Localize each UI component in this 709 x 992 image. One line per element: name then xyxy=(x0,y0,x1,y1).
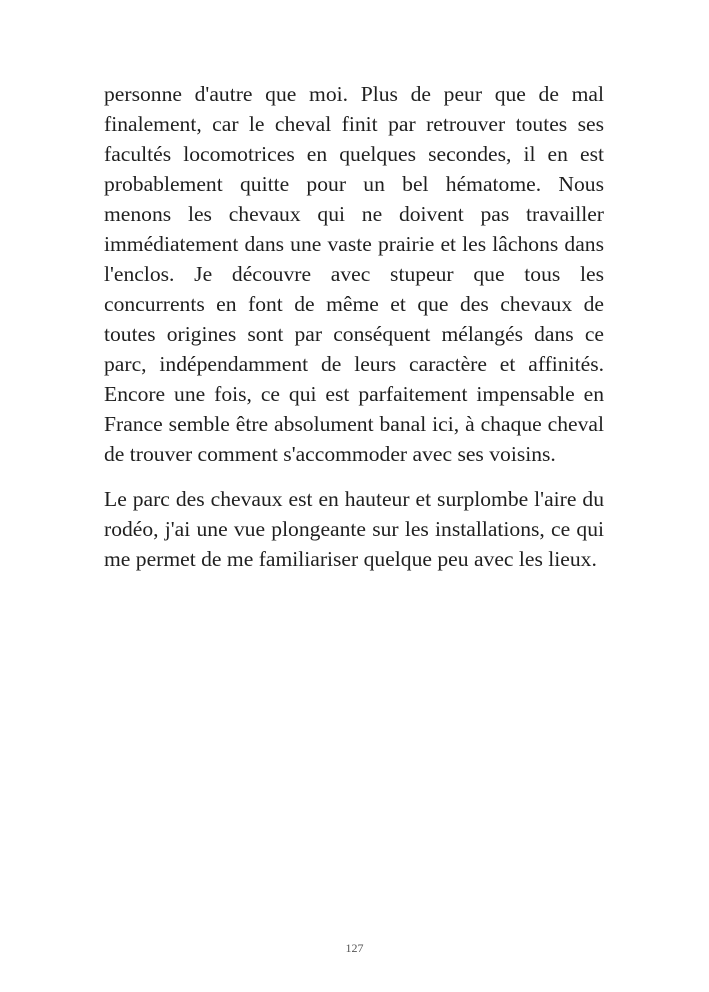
page-number: 127 xyxy=(345,941,364,955)
body-text xyxy=(104,79,604,574)
paragraph-1: personne d'autre que moi. Plus de peur que de mal finalement, car le cheval finit par retrouver toutes ses facultés locomotrices en quelques secondes, il en est probablement quitte pour un bel hématome. Nous menons les chevaux qui ne doivent pas travailler immédiatement dans une vaste prairie et les lâchons dans l'enclos. Je découvre avec stupeur que tous les concurrents en font de même et que des chevaux de toutes origines sont par conséquent mélangés dans ce parc, indépendamment de leurs caractère et affinités. Encore une fois, ce qui est parfaitement impensable en France semble être absolument banal ici, à chaque cheval de trouver comment s'accommoder avec ses voisins. xyxy=(104,82,604,466)
paragraph-2: Le parc des chevaux est en hauteur et surplombe l'aire du rodéo, j'ai une vue plongeante sur les installations, ce qui me permet de me familiariser quelque peu avec les lieux. xyxy=(104,487,604,571)
